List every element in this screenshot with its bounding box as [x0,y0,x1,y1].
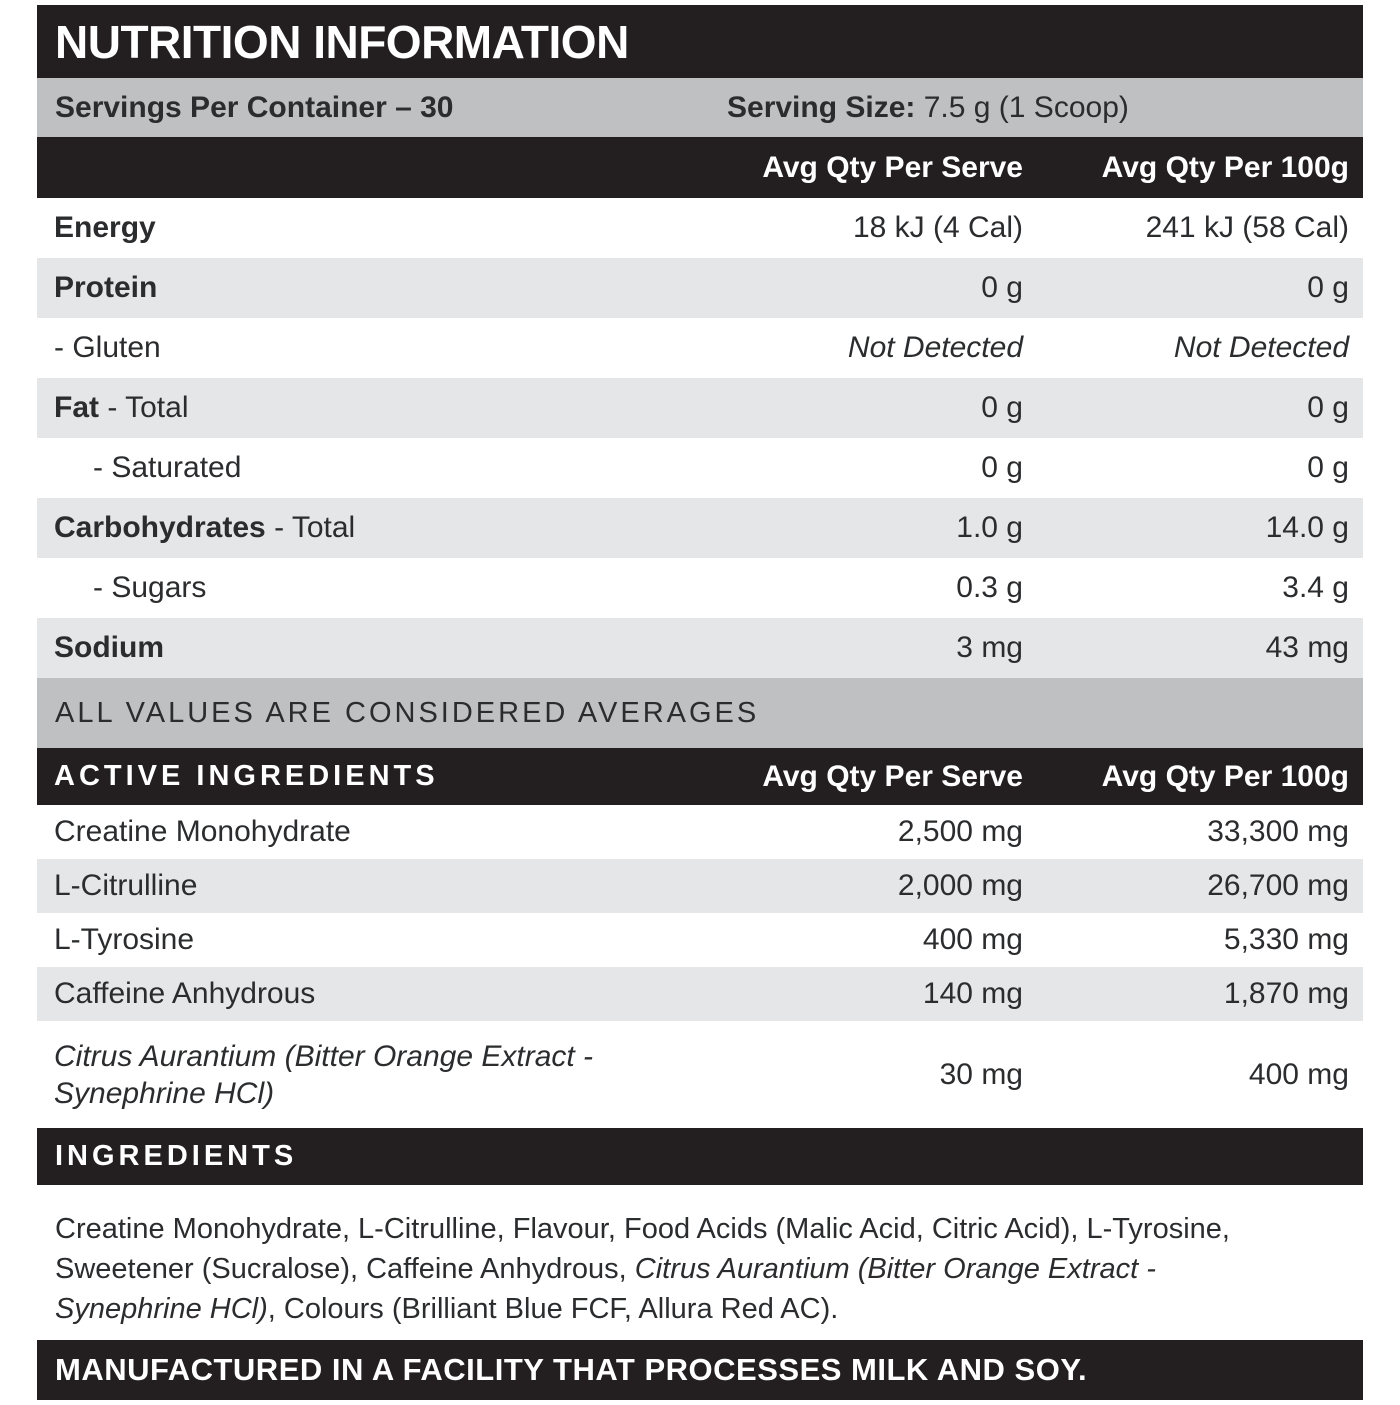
nutrient-name: Energy [54,211,156,244]
ingredient-name: L-Citrulline [54,869,198,902]
ingredient-name: Caffeine Anhydrous [54,977,316,1010]
page-title: NUTRITION INFORMATION [55,15,629,68]
nutrition-label [37,5,1363,1400]
active-row-citrulline [37,859,1363,913]
value-per-100g: 400 mg [1248,1057,1349,1091]
value-per-serve: 2,000 mg [897,869,1023,902]
ingredient-name: Creatine Monohydrate [54,815,351,848]
allergen-note: MANUFACTURED IN A FACILITY THAT PROCESSES MILK AND SOY. [55,1352,1088,1387]
value-per-serve: 0 g [981,391,1023,424]
value-per-serve: 1.0 g [956,511,1023,544]
nutrient-row-fat-total [37,378,1363,438]
ingredients-header-bar [37,1128,1363,1185]
active-row-citrus-aurantium [37,1021,1363,1128]
ingredients-paragraph [37,1185,1277,1332]
serving-info-bar [37,78,1363,137]
nutrient-row-gluten [37,318,1363,378]
nutrient-name: Protein [54,271,158,304]
serving-size-label: Serving Size: [727,90,916,124]
nutrient-row-protein [37,258,1363,318]
ingredients-text-italic: Citrus Aurantium (Bitter Orange Extract - Synephrine HCl) [55,1253,1156,1325]
value-per-100g: 241 kJ (58 Cal) [1145,211,1349,244]
ingredients-text-normal: , Colours (Brilliant Blue FCF, Allura Red AC). [267,1293,839,1325]
servings-per-container: Servings Per Container – 30 [55,90,454,124]
nutrient-name: - Gluten [54,331,161,364]
value-per-100g: Not Detected [1173,331,1349,364]
value-per-100g: 33,300 mg [1207,815,1349,848]
value-per-serve: 2,500 mg [897,815,1023,848]
allergen-footer-bar [37,1340,1363,1400]
column-header-per-serve: Avg Qty Per Serve [762,150,1023,184]
column-header-per-serve: Avg Qty Per Serve [762,759,1023,793]
value-per-serve: 0 g [981,451,1023,484]
value-per-serve: 30 mg [939,1057,1023,1091]
value-per-100g: 0 g [1307,391,1349,424]
column-header-per-100g: Avg Qty Per 100g [1101,150,1349,184]
value-per-serve: 3 mg [956,631,1023,664]
ingredient-name: Citrus Aurantium (Bitter Orange Extract - Synephrine HCl) [54,1039,594,1110]
value-per-serve: 140 mg [922,977,1023,1010]
serving-size-value: 7.5 g (1 Scoop) [915,90,1129,124]
value-per-100g: 1,870 mg [1223,977,1349,1010]
nutrient-row-saturated [37,438,1363,498]
active-row-tyrosine [37,913,1363,967]
active-row-creatine [37,805,1363,859]
nutrient-name: Sodium [54,631,164,664]
value-per-100g: 0 g [1307,271,1349,304]
averages-note-bar [37,678,1363,748]
value-per-100g: 5,330 mg [1223,923,1349,956]
serving-size [727,91,1129,125]
nutrient-name: - Saturated [93,451,242,484]
active-ingredients-header-bar [37,748,1363,805]
column-header-bar [37,137,1363,198]
nutrient-row-sugars [37,558,1363,618]
nutrition-title-bar [37,5,1363,78]
nutrient-name: Carbohydrates - Total [54,511,356,544]
value-per-100g: 3.4 g [1282,571,1349,604]
nutrient-name: - Sugars [93,571,207,604]
column-header-per-100g: Avg Qty Per 100g [1101,759,1349,793]
ingredients-text-normal: Creatine Monohydrate, L-Citrulline, Flavour, Food Acids (Malic Acid, Citric Acid), L-Tyrosine, Sweetener (Sucralose), Caffeine Anhydrous, [55,1213,1230,1285]
value-per-100g: 14.0 g [1265,511,1349,544]
nutrient-name: Fat - Total [54,391,189,424]
averages-note: ALL VALUES ARE CONSIDERED AVERAGES [55,696,760,729]
ingredient-name: L-Tyrosine [54,923,195,956]
nutrient-row-sodium [37,618,1363,678]
value-per-serve: 0 g [981,271,1023,304]
value-per-serve: 18 kJ (4 Cal) [852,211,1023,244]
nutrient-row-energy [37,198,1363,258]
value-per-serve: 0.3 g [956,571,1023,604]
value-per-100g: 43 mg [1265,631,1349,664]
value-per-100g: 0 g [1307,451,1349,484]
value-per-serve: 400 mg [922,923,1023,956]
value-per-100g: 26,700 mg [1207,869,1349,902]
nutrient-row-carbohydrates [37,498,1363,558]
ingredients-title: INGREDIENTS [55,1140,298,1172]
active-row-caffeine [37,967,1363,1021]
value-per-serve: Not Detected [847,331,1023,364]
active-ingredients-title: ACTIVE INGREDIENTS [54,760,439,792]
